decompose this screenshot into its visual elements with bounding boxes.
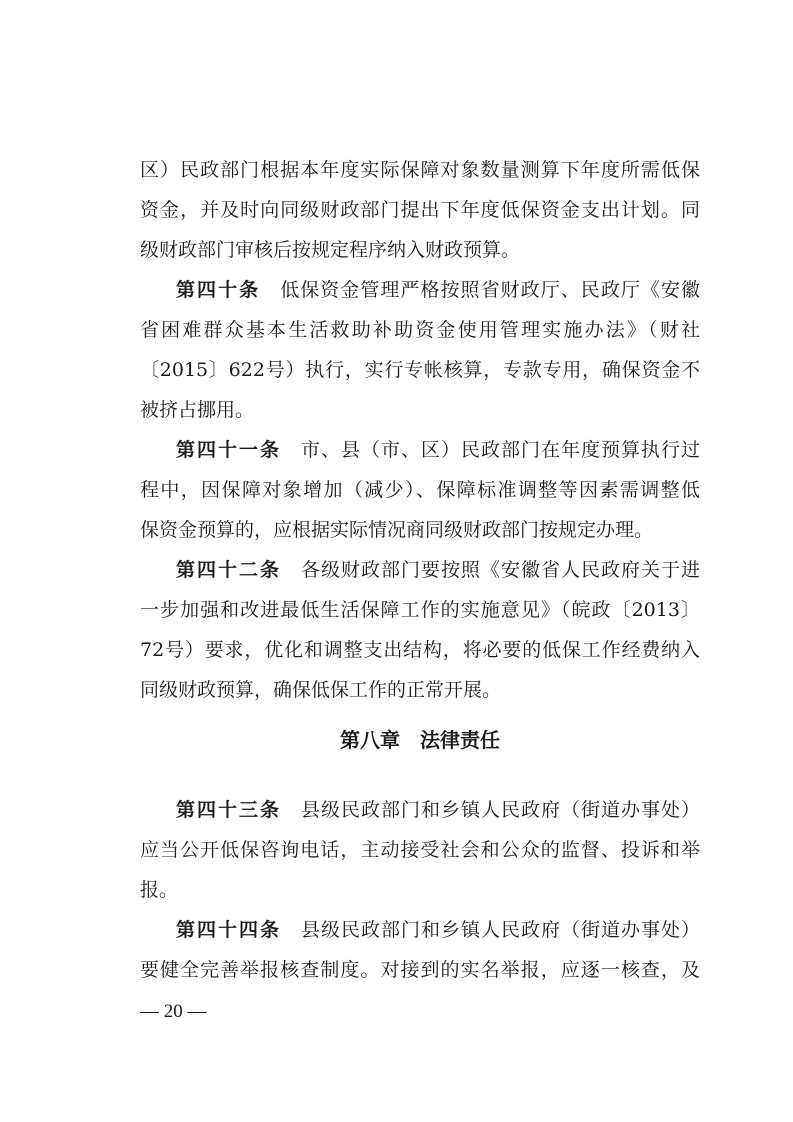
page-number: — 20 — [140, 1001, 207, 1022]
text-line: 应当公开低保咨询电话，主动接受社会和公众的监督、投诉和举 [140, 839, 700, 861]
text-line: 被挤占挪用。 [140, 399, 255, 421]
article-43-first-line [176, 796, 700, 824]
article-44-text: 县级民政部门和乡镇人民政府（街道办事处） [281, 919, 700, 941]
text-line: 72号）要求，优化和调整支出结构，将必要的低保工作经费纳入 [140, 639, 700, 661]
article-42-label: 第四十二条 [176, 559, 281, 581]
article-41-first-line [176, 436, 700, 464]
article-41-label: 第四十一条 [176, 439, 281, 461]
article-42-first-line [176, 556, 700, 584]
text-line: 省困难群众基本生活救助补助资金使用管理实施办法》（财社 [140, 319, 700, 341]
article-40-text: 低保资金管理严格按照省财政厅、民政厅《安徽 [260, 279, 700, 301]
article-42-text: 各级财政部门要按照《安徽省人民政府关于进 [281, 559, 700, 581]
text-line: 一步加强和改进最低生活保障工作的实施意见》（皖政〔2013〕 [140, 599, 700, 621]
text-line: 报。 [140, 879, 179, 901]
text-line: 区）民政部门根据本年度实际保障对象数量测算下年度所需低保 [140, 159, 700, 181]
text-line: 〔2015〕622号）执行，实行专帐核算，专款专用，确保资金不 [140, 359, 700, 381]
article-44-label: 第四十四条 [176, 919, 281, 941]
text-line: 资金，并及时向同级财政部门提出下年度低保资金支出计划。同 [140, 199, 700, 221]
text-line: 程中，因保障对象增加（减少）、保障标准调整等因素需调整低 [140, 479, 700, 501]
article-40-label: 第四十条 [176, 279, 261, 301]
text-line: 级财政部门审核后按规定程序纳入财政预算。 [140, 239, 521, 261]
text-line: 同级财政预算，确保低保工作的正常开展。 [140, 679, 502, 701]
text-line: 要健全完善举报核查制度。对接到的实名举报，应逐一核查，及 [140, 959, 700, 981]
article-41-text: 市、县（市、区）民政部门在年度预算执行过 [281, 439, 700, 461]
article-40-first-line [176, 276, 700, 304]
article-43-text: 县级民政部门和乡镇人民政府（街道办事处） [281, 799, 700, 821]
article-44-first-line [176, 916, 700, 944]
chapter-heading: 第八章 法律责任 [340, 728, 500, 752]
article-43-label: 第四十三条 [176, 799, 281, 821]
text-line: 保资金预算的，应根据实际情况商同级财政部门按规定办理。 [140, 519, 654, 541]
